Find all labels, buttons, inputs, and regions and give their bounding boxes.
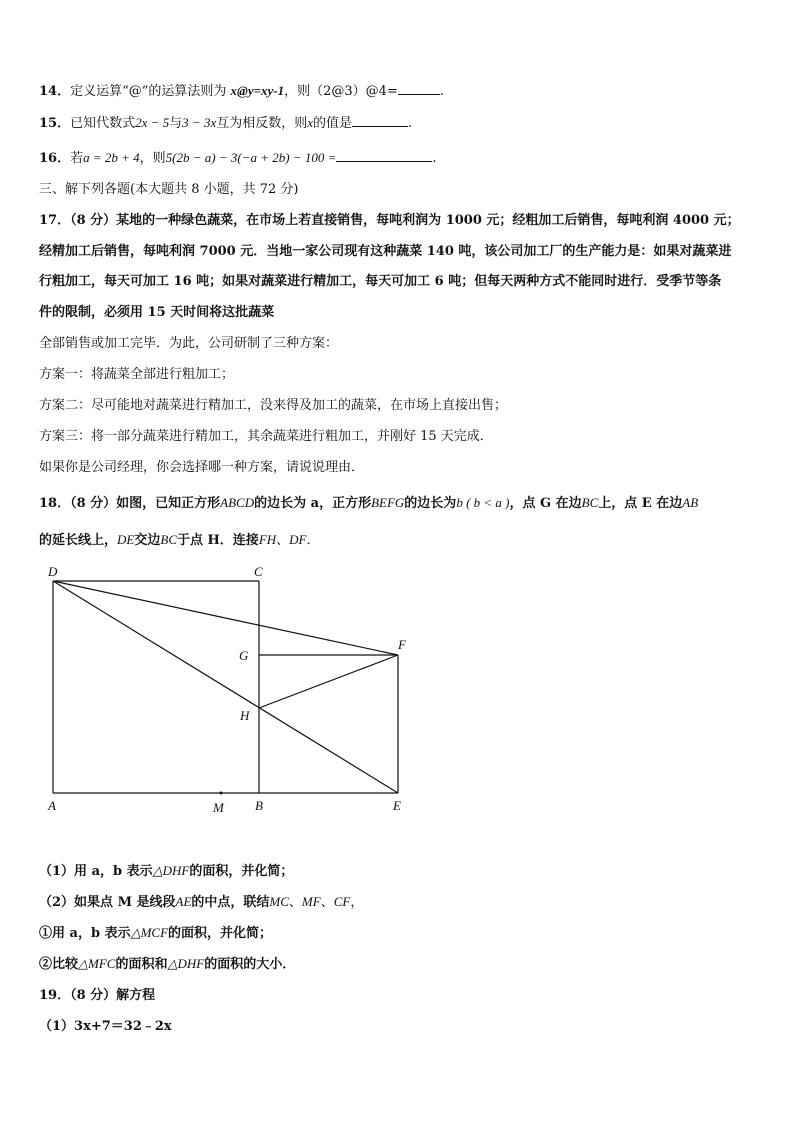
label-M: M bbox=[213, 800, 224, 815]
label-E: E bbox=[393, 798, 401, 813]
label-B: B bbox=[255, 798, 263, 813]
section-heading: 三、解下列各题(本大题共 8 小题，共 72 分) bbox=[39, 182, 299, 197]
condition: a = 2b + 4 bbox=[83, 150, 140, 165]
label-D: D bbox=[48, 564, 58, 579]
plan-3: 方案三：将一部分蔬菜进行精加工，其余蔬菜进行粗加工，并刚好 15 天完成． bbox=[39, 429, 493, 444]
plan-2: 方案二：尽可能地对蔬菜进行精加工，没来得及加工的蔬菜，在市场上直接出售； bbox=[39, 398, 508, 413]
question-number: 14． bbox=[39, 84, 71, 99]
expression: 2x − 5 bbox=[135, 115, 170, 130]
q17-line-5: 全部销售或加工完毕．为此，公司研制了三种方案： bbox=[39, 336, 339, 351]
segment-DF bbox=[53, 581, 398, 655]
label-F: F bbox=[398, 637, 406, 652]
question-19-sub-1: （1）3x+7＝32﹣2x bbox=[39, 1019, 172, 1034]
q18-line-2: 的延长线上，DE交边BC于点 H．连接FH、DF． bbox=[39, 532, 320, 548]
question-number: 16． bbox=[39, 151, 71, 166]
q17-question: 如果你是公司经理，你会选择哪一种方案，请说说理由． bbox=[39, 460, 365, 475]
q17-line-1: 17．（8 分）某地的一种绿色蔬菜，在市场上若直接销售，每吨利润为 1000 元；经粗加工后销售，每吨利润 4000 元； bbox=[39, 213, 740, 228]
label-H: H bbox=[240, 708, 250, 723]
question-number: 15． bbox=[39, 116, 71, 131]
geometry-figure bbox=[0, 560, 460, 820]
q18-sub-2: （2）如果点 M 是线段AE的中点，联结MC、MF、CF， bbox=[39, 894, 364, 910]
question-19-title: 19．（8 分）解方程 bbox=[39, 988, 156, 1003]
q17-line-4: 件的限制，必须用 15 天时间将这批蔬菜 bbox=[39, 305, 275, 320]
q17-line-3: 行粗加工，每天可加工 16 吨；如果对蔬菜进行精加工，每天可加工 6 吨；但每天两种方式不能同时进行．受季节等条 bbox=[39, 274, 722, 289]
q18-line-1: 18．（8 分）如图，已知正方形ABCD的边长为 a，正方形BEFG的边长为b ( b < a )，点 G 在边BC上，点 E 在边AB bbox=[39, 495, 699, 511]
question-16: 16．若a = 2b + 4，则5(2b − a) − 3(−a + 2b) − 100 = . bbox=[39, 150, 437, 166]
plan-1: 方案一：将蔬菜全部进行粗加工； bbox=[39, 367, 235, 382]
segment-HF bbox=[259, 655, 398, 708]
segment-DE bbox=[53, 581, 398, 793]
q18-sub-2-ii: ②比较△MFC的面积和△DHF的面积的大小． bbox=[39, 956, 296, 972]
answer-blank[interactable] bbox=[398, 82, 440, 95]
q17-line-2: 经精加工后销售，每吨利润 7000 元．当地一家公司现有这种蔬菜 140 吨，该公司加工厂的生产能力是：如果对蔬菜进 bbox=[39, 244, 732, 259]
question-14: 14．定义运算“@”的运算法则为 x@y=xy-1，则（2@3）@4= . bbox=[39, 83, 444, 99]
expression: x@y=xy-1 bbox=[230, 83, 285, 98]
expression: 5(2b − a) − 3(−a + 2b) − 100 = bbox=[165, 150, 337, 165]
q18-sub-1: （1）用 a，b 表示△DHF的面积，并化简； bbox=[39, 863, 294, 879]
answer-blank[interactable] bbox=[336, 149, 432, 162]
answer-blank[interactable] bbox=[352, 114, 408, 127]
point-M bbox=[220, 792, 223, 795]
label-C: C bbox=[254, 564, 263, 579]
label-G: G bbox=[239, 648, 249, 663]
question-15: 15．已知代数式2x − 5与3 − 3x互为相反数，则x的值是 . bbox=[39, 115, 413, 131]
q18-sub-2-i: ①用 a，b 表示△MCF的面积，并化简； bbox=[39, 925, 273, 941]
expression: 3 − 3x bbox=[182, 115, 217, 130]
label-A: A bbox=[48, 798, 56, 813]
